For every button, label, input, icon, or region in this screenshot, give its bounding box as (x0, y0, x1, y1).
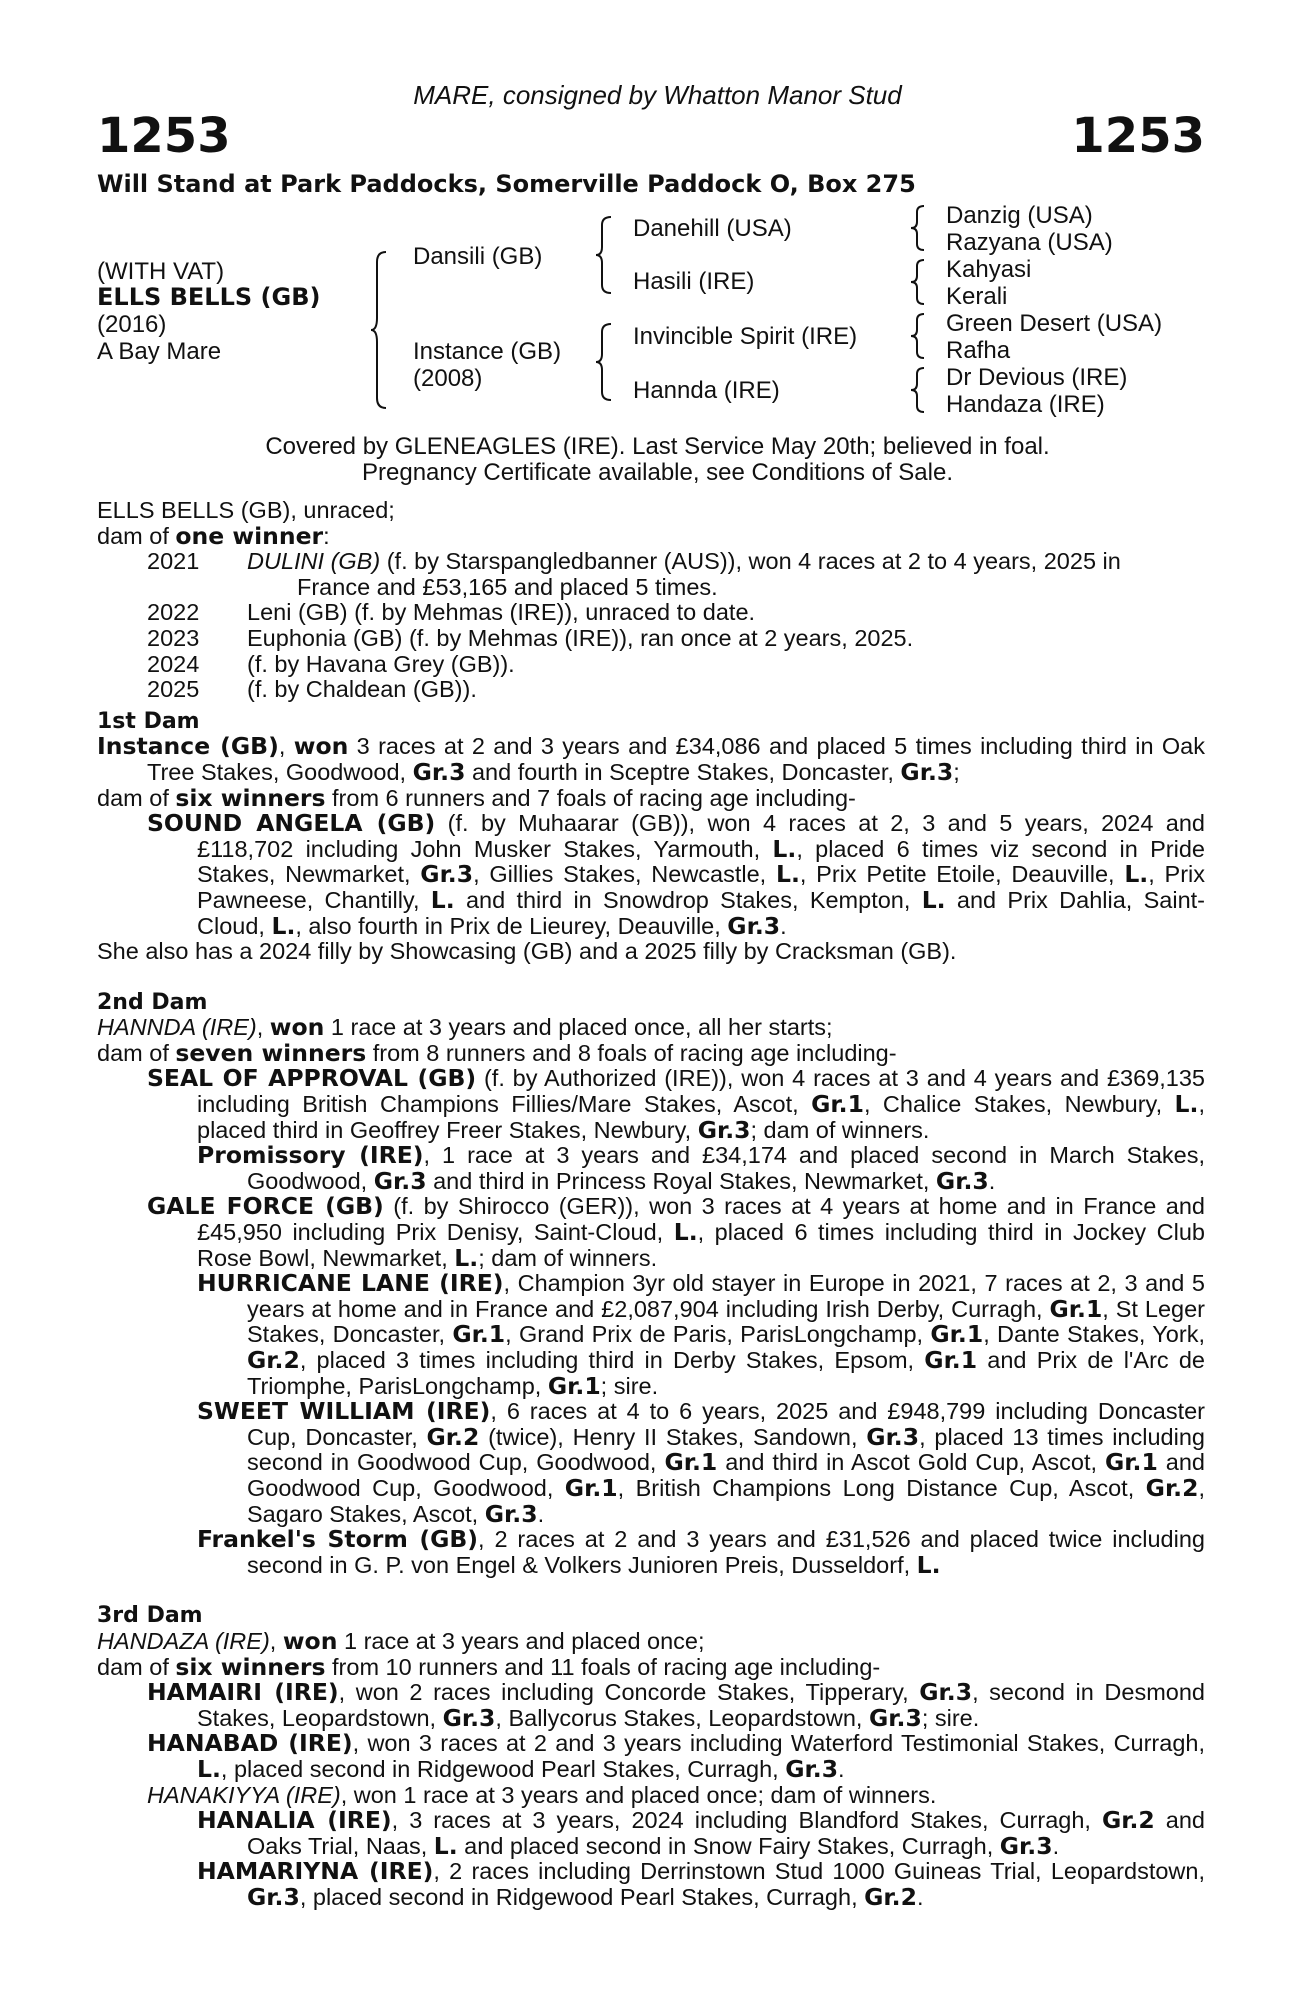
first-dam-record: Instance (GB), won 3 races at 2 and 3 years and £34,086 and placed 5 times including third in Oak Tree Stakes, Goodwood, Gr.3 and fourth in Sceptre Stakes, Doncaster, Gr.3; (97, 732, 1205, 786)
ancestor-danzig: Danzig (USA) (946, 202, 1093, 229)
stand-location: Will Stand at Park Paddocks, Somerville Paddock O, Box 275 (97, 170, 916, 198)
ancestor-dr-devious: Dr Devious (IRE) (946, 364, 1128, 391)
vat-note: (WITH VAT) (97, 258, 225, 285)
produce-row: 2025 (f. by Chaldean (GB)). (147, 676, 477, 703)
pedigree-brace-g3 (910, 312, 930, 360)
first-dam-heading: 1st Dam (97, 708, 200, 734)
sire-sire: Danehill (USA) (633, 215, 792, 242)
sire-name: Dansili (GB) (413, 243, 543, 270)
produce-row: 2022 Leni (GB) (f. by Mehmas (IRE)), unraced to date. (147, 599, 756, 626)
third-dam-produce-summary: dam of six winners from 10 runners and 11 foals of racing age including- (97, 1652, 881, 1681)
ancestor-kerali: Kerali (946, 283, 1008, 310)
dam-name: Instance (GB) (413, 338, 562, 365)
third-dam-record: HANDAZA (IRE), won 1 race at 3 years and placed once; (97, 1626, 705, 1655)
pregnancy-line: Pregnancy Certificate available, see Conditions of Sale. (362, 459, 953, 486)
produce-row: 2023 Euphonia (GB) (f. by Mehmas (IRE)), ran once at 2 years, 2025. (147, 624, 914, 651)
ancestor-rafha: Rafha (946, 337, 1011, 364)
lot-number-left: 1253 (97, 108, 231, 164)
consignor-line: MARE, consigned by Whatton Manor Stud (413, 80, 902, 110)
pedigree-brace-g4 (910, 366, 930, 414)
second-dam-record: HANNDA (IRE), won 1 race at 3 years and placed once, all her starts; (97, 1013, 833, 1042)
third-dam-offspring: HANAKIYYA (IRE), won 1 race at 3 years and placed once; dam of winners. (147, 1781, 937, 1808)
dam-year: (2008) (413, 365, 483, 392)
third-dam-heading: 3rd Dam (97, 1603, 203, 1629)
second-dam-offspring: SEAL OF APPROVAL (GB) (f. by Authorized (IRE)), won 4 races at 3 and 4 years and £369,135 including British Champions Fillies/Mare Stakes, Ascot, Gr.1, Chalice Stakes, Newbury, L., placed third in Geoffrey Freer Stakes, Newbury, Gr.3; dam of winners. (147, 1064, 1205, 1144)
ancestor-kahyasi: Kahyasi (946, 256, 1032, 283)
produce-summary: dam of one winner: (97, 521, 330, 550)
pedigree-brace-main (370, 250, 390, 410)
horse-year: (2016) (97, 311, 167, 338)
ancestor-green-desert: Green Desert (USA) (946, 310, 1163, 337)
second-dam-produce-summary: dam of seven winners from 8 runners and 8 foals of racing age including- (97, 1038, 897, 1067)
sire-dam: Hasili (IRE) (633, 268, 755, 295)
produce-row: 2021 DULINI (GB) (f. by Starspangledbanner (AUS)), won 4 races at 2 to 4 years, 2025 in France and £53,165 and placed 5 times. (147, 548, 1121, 600)
second-dam-grand-offspring: Promissory (IRE), 1 race at 3 years and £34,174 and placed second in March Stakes, Goodwood, Gr.3 and third in Princess Royal Stakes, Newmarket, Gr.3. (197, 1141, 1205, 1195)
produce-row: 2024 (f. by Havana Grey (GB)). (147, 650, 515, 677)
produce-intro: ELLS BELLS (GB), unraced; (97, 497, 395, 523)
first-dam-note: She also has a 2024 filly by Showcasing (GB) and a 2025 filly by Cracksman (GB). (97, 938, 957, 965)
second-dam-grand-offspring: SWEET WILLIAM (IRE), 6 races at 4 to 6 years, 2025 and £948,799 including Doncaster Cup, Doncaster, Gr.2 (twice), Henry II Stakes, Sandown, Gr.3, placed 13 times including second in Goodwood Cup, Goodwood, Gr.1 and third in Ascot Gold Cup, Ascot, Gr.1 and Goodwood Cup, Goodwood, Gr.1, British Champions Long Distance Cup, Ascot, Gr.2, Sagaro Stakes, Ascot, Gr.3. (197, 1397, 1205, 1528)
ancestor-handaza: Handaza (IRE) (946, 391, 1105, 418)
second-dam-grand-offspring: HURRICANE LANE (IRE), Champion 3yr old stayer in Europe in 2021, 7 races at 2, 3 and 5 years at home and in France and £2,087,904 including Irish Derby, Curragh, Gr.1, St Leger Stakes, Doncaster, Gr.1, Grand Prix de Paris, ParisLongchamp, Gr.1, Dante Stakes, York, Gr.2, placed 3 times including third in Derby Stakes, Epsom, Gr.1 and Prix de l'Arc de Triomphe, ParisLongchamp, Gr.1; sire. (197, 1269, 1205, 1400)
pedigree-brace-g1 (910, 204, 930, 252)
third-dam-grand-offspring: HANALIA (IRE), 3 races at 3 years, 2024 including Blandford Stakes, Curragh, Gr.2 and Oaks Trial, Naas, L. and placed second in Snow Fairy Stakes, Curragh, Gr.3. (197, 1806, 1206, 1860)
covered-line: Covered by GLENEAGLES (IRE). Last Service May 20th; believed in foal. (265, 433, 1050, 460)
third-dam-grand-offspring: HAMARIYNA (IRE), 2 races including Derrinstown Stud 1000 Guineas Trial, Leopardstown, Gr.3, placed second in Ridgewood Pearl Stakes, Curragh, Gr.2. (197, 1857, 1205, 1911)
first-dam-produce-summary: dam of six winners from 6 runners and 7 foals of racing age including- (97, 783, 856, 812)
third-dam-offspring: HAMAIRI (IRE), won 2 races including Concorde Stakes, Tipperary, Gr.3, second in Desmond Stakes, Leopardstown, Gr.3, Ballycorus Stakes, Leopardstown, Gr.3; sire. (147, 1678, 1205, 1732)
catalogue-body (97, 498, 1205, 1910)
third-dam-offspring: HANABAD (IRE), won 3 races at 2 and 3 years including Waterford Testimonial Stakes, Curragh, L., placed second in Ridgewood Pearl Stakes, Curragh, Gr.3. (147, 1729, 1205, 1783)
horse-description: A Bay Mare (97, 338, 222, 365)
horse-name: ELLS BELLS (GB) (97, 283, 321, 311)
second-dam-heading: 2nd Dam (97, 989, 208, 1015)
first-dam-offspring: SOUND ANGELA (GB) (f. by Muhaarar (GB)), won 4 races at 2, 3 and 5 years, 2024 and £118,702 including John Musker Stakes, Yarmouth, L., placed 6 times viz second in Pride Stakes, Newmarket, Gr.3, Gillies Stakes, Newcastle, L., Prix Petite Etoile, Deauville, L., Prix Pawneese, Chantilly, L. and third in Snowdrop Stakes, Kempton, L. and Prix Dahlia, Saint-Cloud, L., also fourth in Prix de Lieurey, Deauville, Gr.3. (147, 809, 1206, 940)
lot-number-right: 1253 (1071, 108, 1205, 164)
pedigree-brace-g2 (910, 258, 930, 306)
pedigree-brace-dam (595, 322, 615, 402)
second-dam-grand-offspring: Frankel's Storm (GB), 2 races at 2 and 3 years and £31,526 and placed twice including second in G. P. von Engel & Volkers Junioren Preis, Dusseldorf, L. (197, 1525, 1205, 1579)
dam-dam: Hannda (IRE) (633, 377, 780, 404)
second-dam-offspring: GALE FORCE (GB) (f. by Shirocco (GER)), won 3 races at 4 years at home and in France and £45,950 including Prix Denisy, Saint-Cloud, L., placed 6 times including third in Jockey Club Rose Bowl, Newmarket, L.; dam of winners. (147, 1192, 1206, 1272)
pedigree-brace-sire (595, 215, 615, 295)
dam-sire: Invincible Spirit (IRE) (633, 323, 858, 350)
ancestor-razyana: Razyana (USA) (946, 229, 1113, 256)
